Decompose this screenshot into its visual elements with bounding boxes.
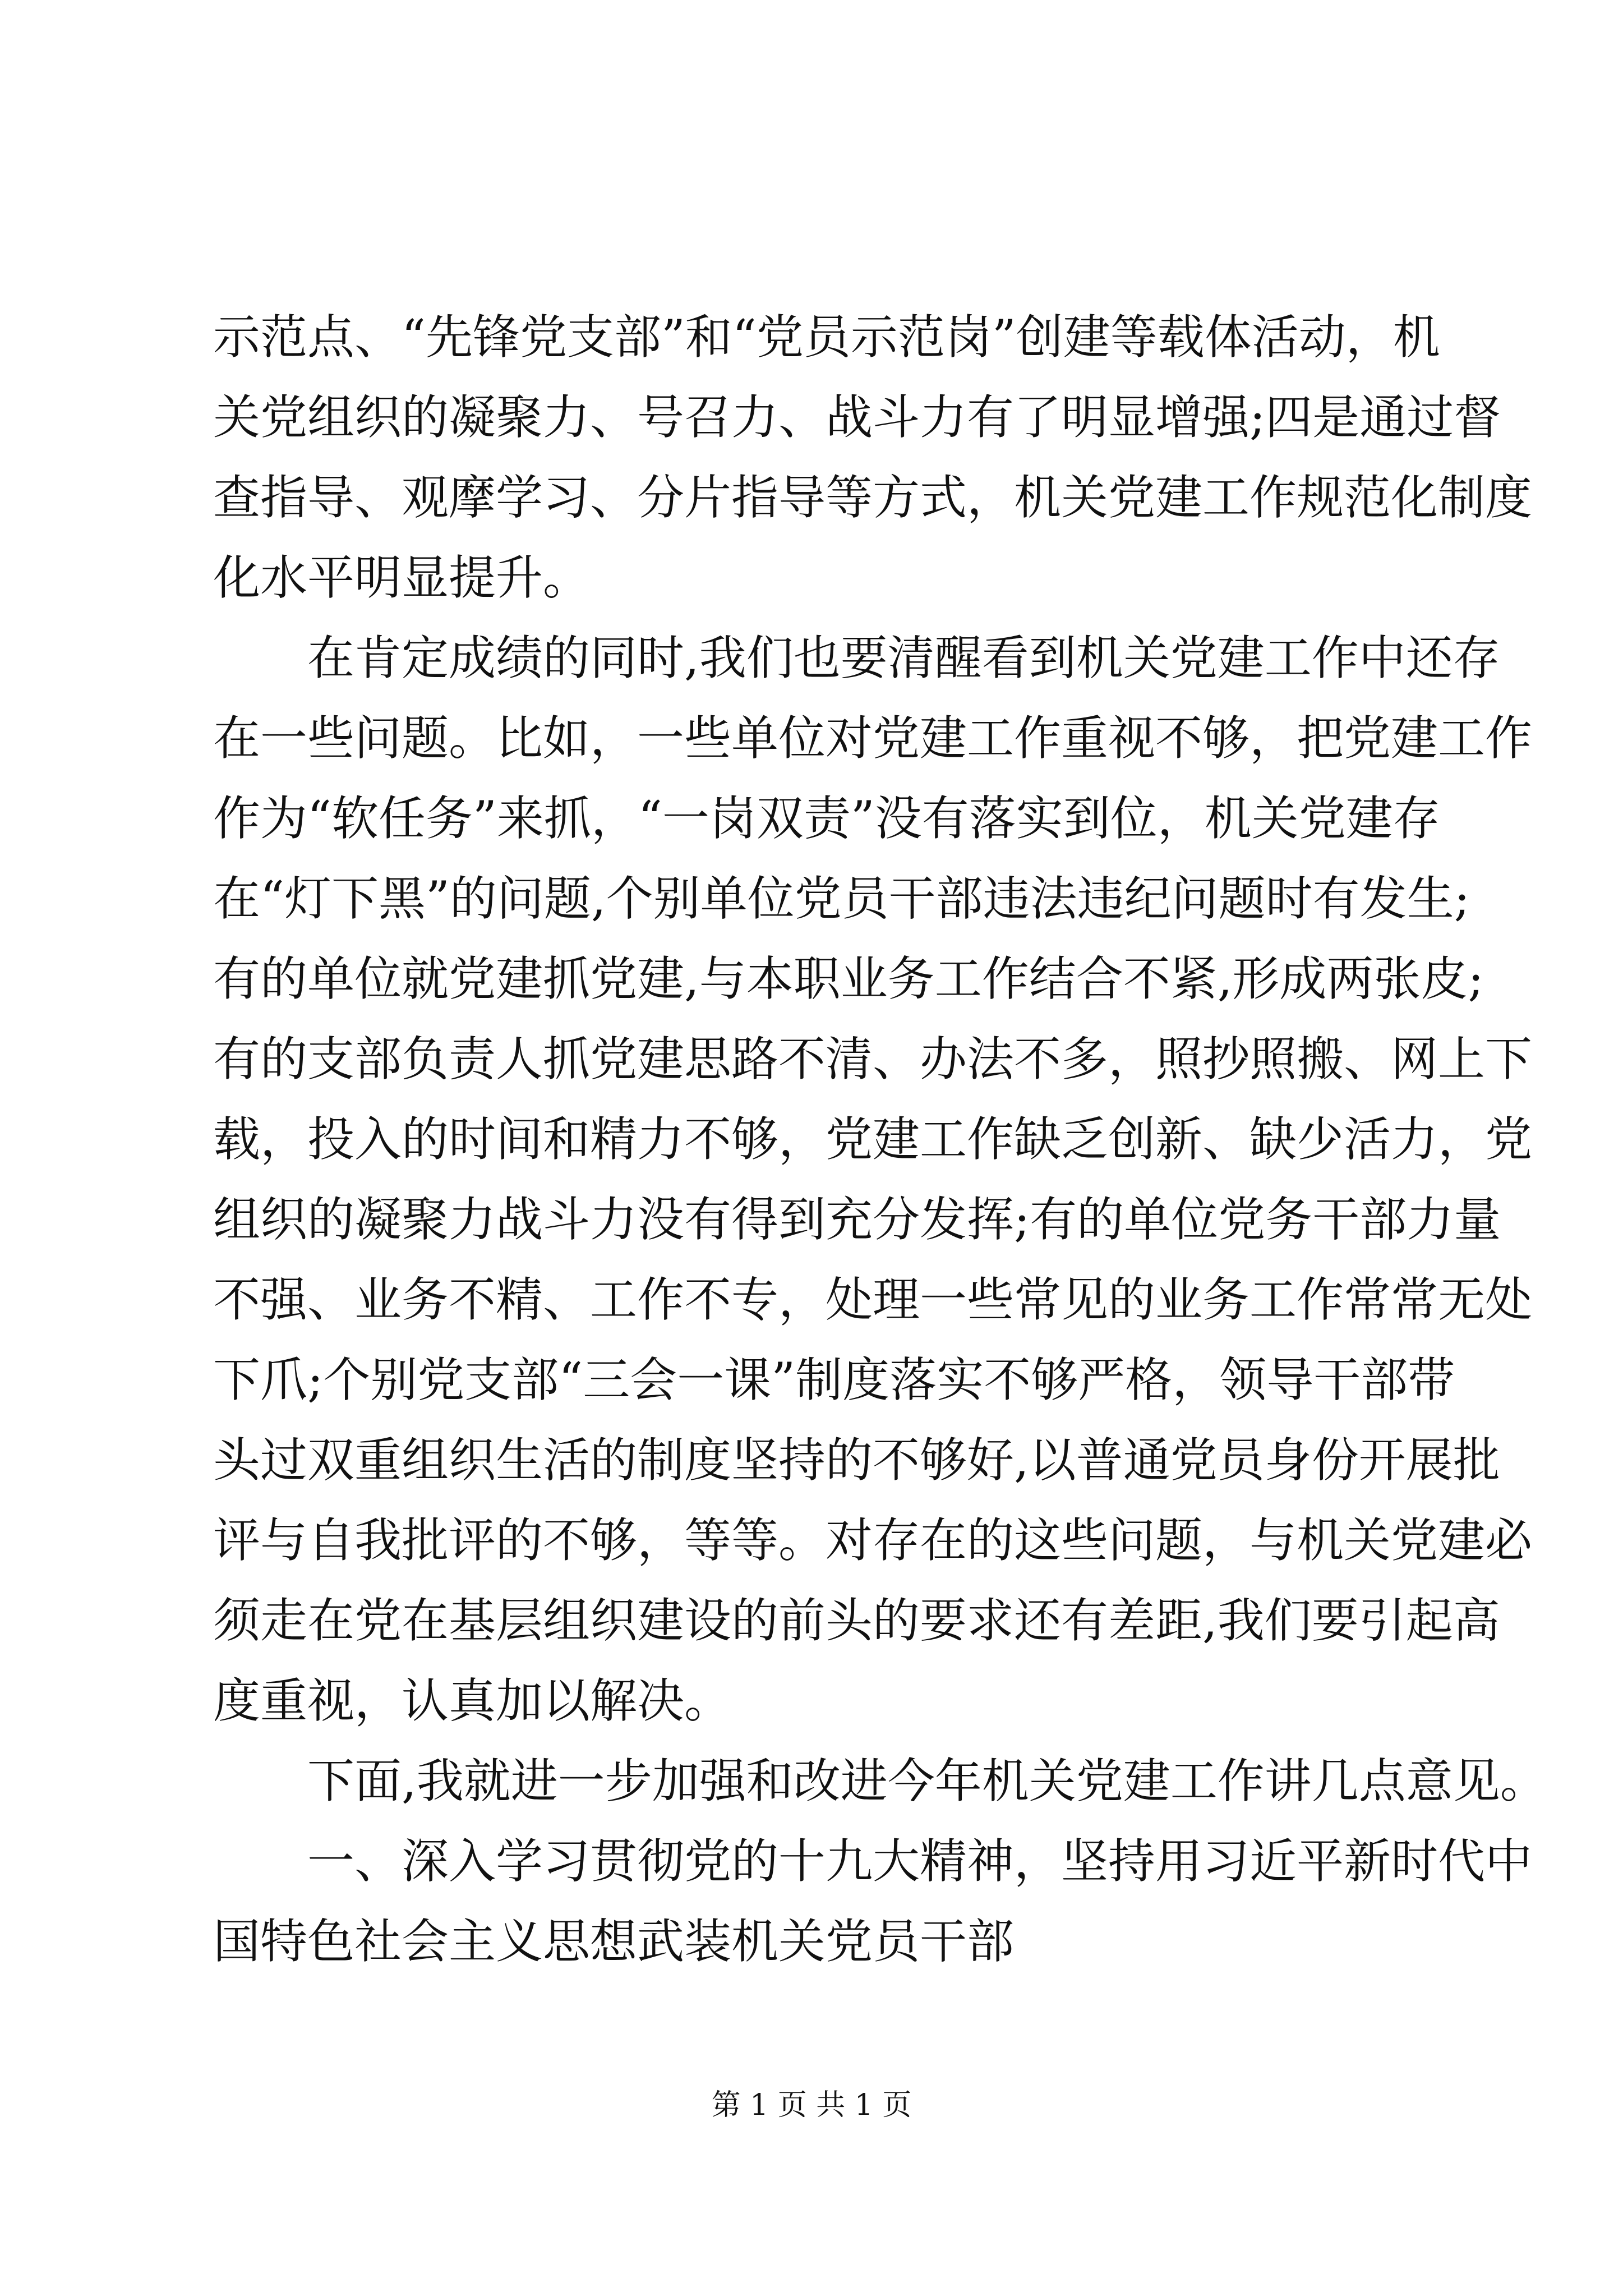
text-line: 不强、业务不精、工作不专，处理一些常见的业务工作常常无处 — [213, 1272, 1533, 1327]
section-heading-line: 一、深入学习贯彻党的十九大精神，坚持用习近平新时代中 — [307, 1834, 1533, 1889]
text-line: 有的支部负责人抓党建思路不清、办法不多，照抄照搬、网上下 — [213, 1032, 1533, 1087]
paragraph-first-line: 在肯定成绩的同时,我们也要清醒看到机关党建工作中还存 — [307, 631, 1500, 685]
text-line: 头过双重组织生活的制度坚持的不够好,以普通党员身份开展批 — [213, 1433, 1500, 1488]
text-line: 组织的凝聚力战斗力没有得到充分发挥;有的单位党务干部力量 — [213, 1192, 1501, 1247]
text-line: 示范点、“先锋党支部”和“党员示范岗”创建等载体活动，机 — [213, 310, 1440, 365]
text-line: 有的单位就党建抓党建,与本职业务工作结合不紧,形成两张皮; — [213, 951, 1484, 1006]
text-line: 在“灯下黑”的问题,个别单位党员干部违法违纪问题时有发生; — [213, 871, 1470, 926]
text-line: 关党组织的凝聚力、号召力、战斗力有了明显增强;四是通过督 — [213, 390, 1501, 445]
text-line: 下爪;个别党支部“三会一课”制度落实不够严格，领导干部带 — [213, 1352, 1455, 1407]
text-line: 度重视，认真加以解决。 — [213, 1673, 732, 1728]
text-line: 须走在党在基层组织建设的前头的要求还有差距,我们要引起高 — [213, 1593, 1500, 1648]
text-line: 查指导、观摩学习、分片指导等方式，机关党建工作规范化制度 — [213, 470, 1533, 525]
text-line: 作为“软任务”来抓，“一岗双责”没有落实到位，机关党建存 — [213, 791, 1440, 846]
page-footer: 第 1 页 共 1 页 — [711, 2088, 912, 2122]
text-line: 评与自我批评的不够，等等。对存在的这些问题，与机关党建必 — [213, 1513, 1533, 1568]
document-body — [213, 297, 1547, 1982]
text-line: 载，投入的时间和精力不够，党建工作缺乏创新、缺少活力，党 — [213, 1112, 1533, 1167]
text-line: 化水平明显提升。 — [213, 550, 591, 605]
paragraph-first-line: 下面,我就进一步加强和改进今年机关党建工作讲几点意见。 — [307, 1754, 1547, 1809]
section-heading-line: 国特色社会主义思想武装机关党员干部 — [213, 1914, 1015, 1969]
text-line: 在一些问题。比如，一些单位对党建工作重视不够，把党建工作 — [213, 711, 1533, 766]
